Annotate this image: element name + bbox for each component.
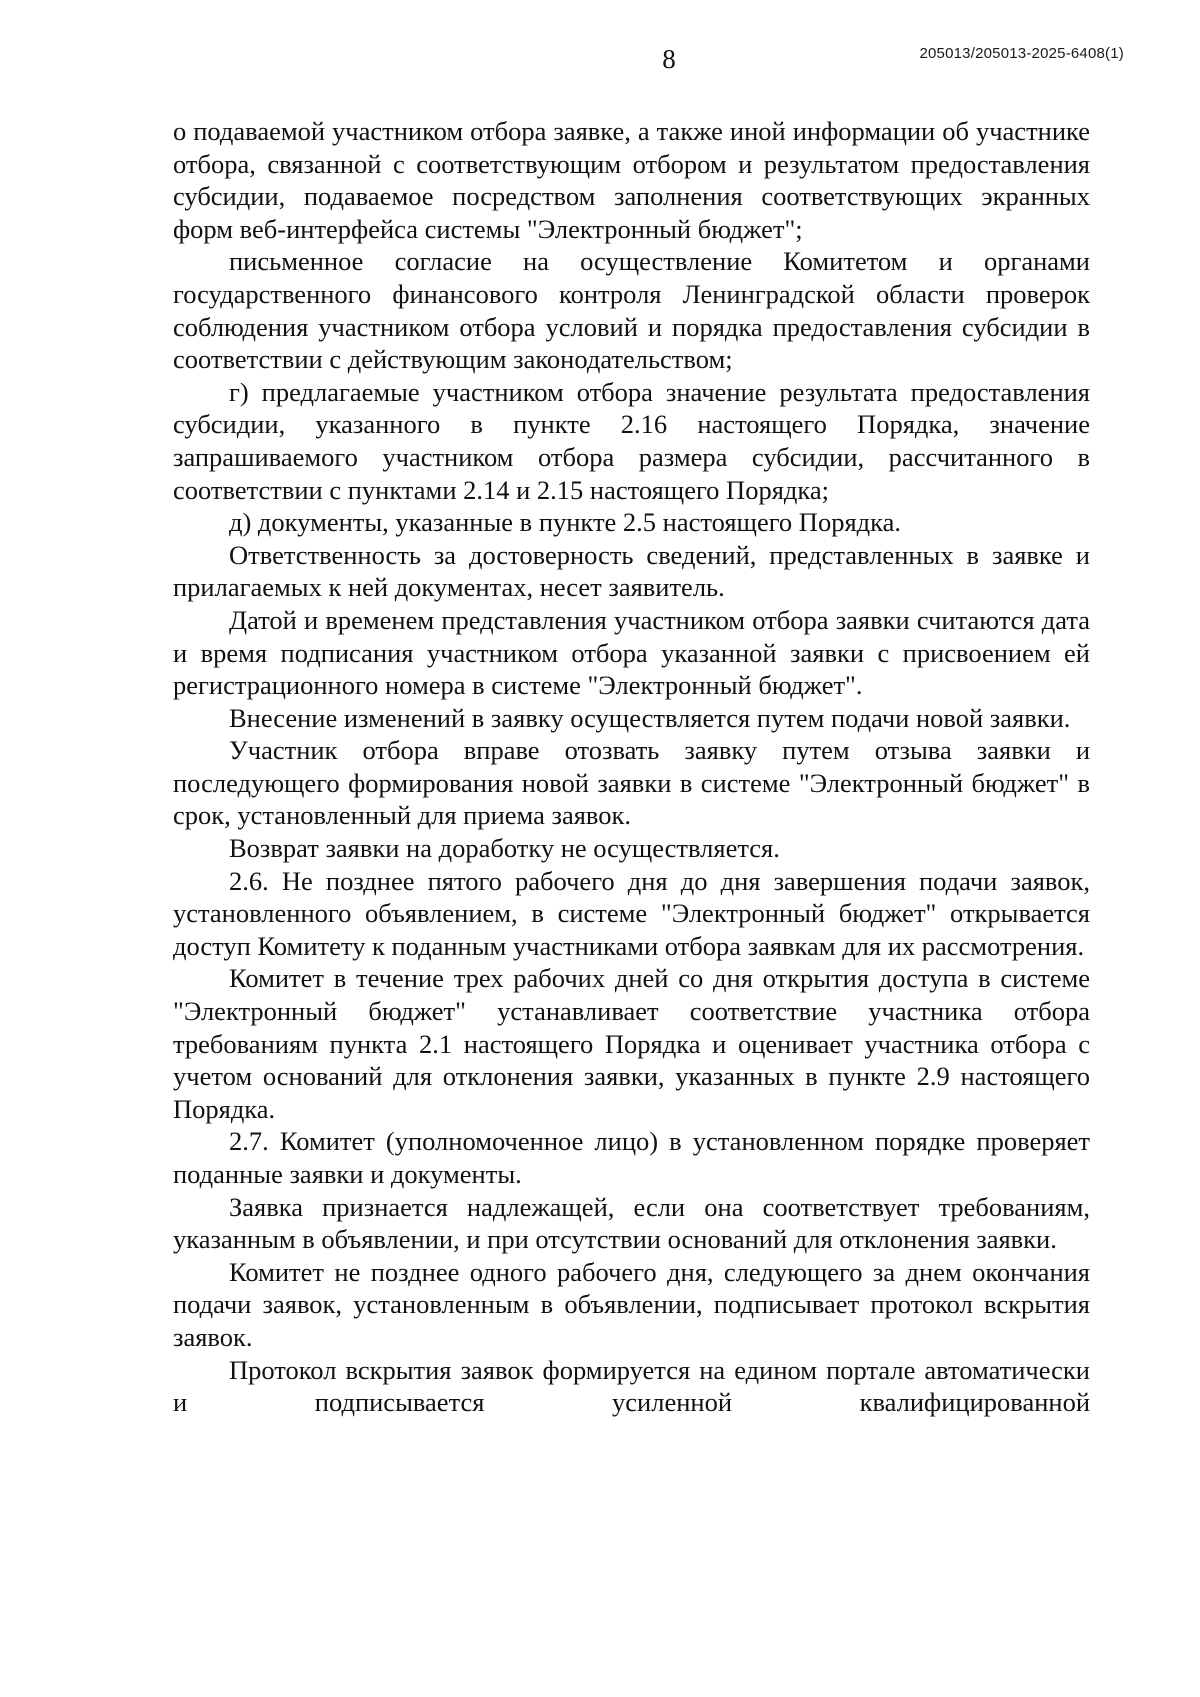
document-body bbox=[173, 115, 1090, 1419]
paragraph-2-7: 2.7. Комитет (уполномоченное лицо) в установленном порядке проверяет поданные заявки и документы. bbox=[173, 1126, 1090, 1189]
paragraph-application-valid: Заявка признается надлежащей, если она соответствует требованиям, указанным в объявлении, и при отсутствии оснований для отклонения заявки. bbox=[173, 1191, 1090, 1255]
paragraph-written-consent: письменное согласие на осуществление Комитетом и органами государственного финансового контроля Ленинградской области проверок соблюдения участником отбора условий и порядка предоставления субсидии в соответствии с действующим законодательством; bbox=[173, 246, 1090, 375]
paragraph-statement-continuation: о подаваемой участником отбора заявке, а также иной информации об участнике отбора, связанной с соответствующим отбором и результатом предоставления субсидии, подаваемое посредством заполнения соответствующих экранных форм веб-интерфейса системы "Электронный бюджет"; bbox=[173, 116, 1090, 244]
paragraph-amendments: Внесение изменений в заявку осуществляется путем подачи новой заявки. bbox=[229, 702, 1071, 733]
page-number: 8 bbox=[662, 44, 676, 74]
document-id: 205013/205013-2025-6408(1) bbox=[919, 45, 1124, 62]
paragraph-opening-protocol: Комитет не позднее одного рабочего дня, следующего за днем окончания подачи заявок, установленным в объявлении, подписывает протокол вскрытия заявок. bbox=[173, 1256, 1090, 1352]
paragraph-committee-review: Комитет в течение трех рабочих дней со дня открытия доступа в системе "Электронный бюджет" устанавливает соответствие участника отбора требованиям пункта 2.1 настоящего Порядка и оценивает участника отбора с учетом оснований для отклонения заявки, указанных в пункте 2.9 настоящего Порядка. bbox=[173, 963, 1090, 1124]
paragraph-2-6: 2.6. Не позднее пятого рабочего дня до дня завершения подачи заявок, установленного объявлением, в системе "Электронный бюджет" открывается доступ Комитету к поданным участниками отбора заявкам для их рассмотрения. bbox=[173, 865, 1090, 961]
paragraph-protocol-formation: Протокол вскрытия заявок формируется на едином портале автоматически и подписывается усиленной квалифицированной bbox=[173, 1354, 1090, 1418]
paragraph-no-return: Возврат заявки на доработку не осуществляется. bbox=[229, 833, 780, 864]
paragraph-item-d: д) документы, указанные в пункте 2.5 настоящего Порядка. bbox=[229, 507, 901, 538]
paragraph-withdrawal: Участник отбора вправе отозвать заявку путем отзыва заявки и последующего формирования новой заявки в системе "Электронный бюджет" в срок, установленный для приема заявок. bbox=[173, 735, 1090, 831]
paragraph-item-g: г) предлагаемые участником отбора значение результата предоставления субсидии, указанного в пункте 2.16 настоящего Порядка, значение запрашиваемого участником отбора размера субсидии, рассчитанного в соответствии с пунктами 2.14 и 2.15 настоящего Порядка; bbox=[173, 376, 1090, 505]
paragraph-submission-date: Датой и временем представления участником отбора заявки считаются дата и время подписания участником отбора указанной заявки с присвоением ей регистрационного номера в системе "Электронный бюджет". bbox=[173, 604, 1090, 701]
paragraph-responsibility: Ответственность за достоверность сведений, представленных в заявке и прилагаемых к ней документах, несет заявитель. bbox=[173, 539, 1090, 603]
